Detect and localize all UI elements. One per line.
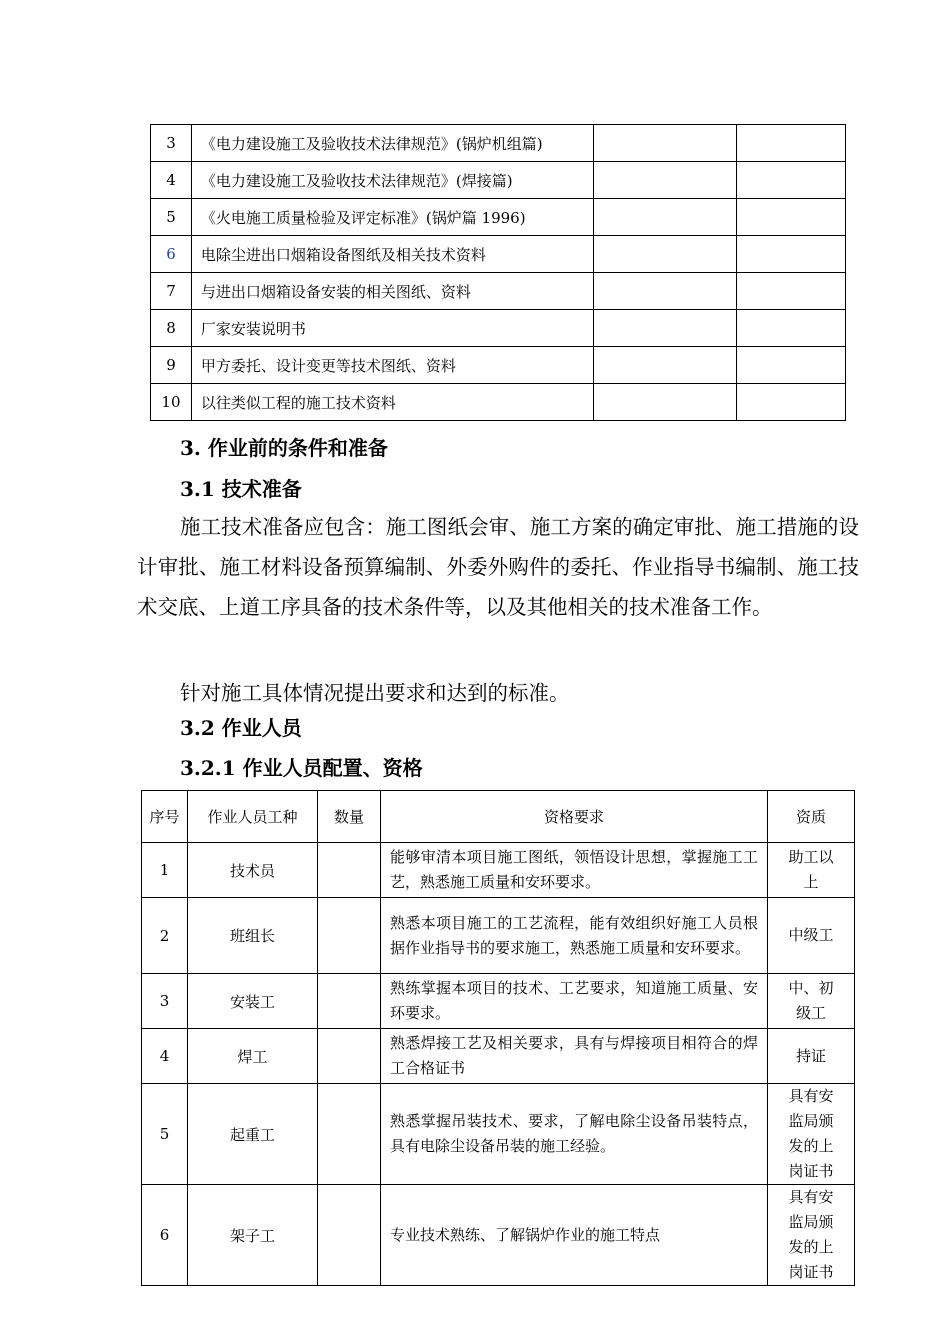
staff-qualification: 具有安监局颁发的上岗证书 [768, 1084, 855, 1185]
table-header-row [142, 791, 855, 843]
header-requirements: 资格要求 [381, 791, 768, 843]
staff-requirement: 熟悉本项目施工的工艺流程，能有效组织好施工人员根据作业指导书的要求施工，熟悉施工质量和安环要求。 [381, 898, 768, 974]
table-row [151, 384, 846, 421]
table-row [151, 162, 846, 199]
ref-number: 10 [151, 384, 192, 421]
staff-type: 安装工 [188, 974, 318, 1029]
table-row [151, 310, 846, 347]
ref-number: 6 [151, 236, 192, 273]
empty-cell [593, 199, 737, 236]
header-worker-type: 作业人员工种 [188, 791, 318, 843]
staff-type: 班组长 [188, 898, 318, 974]
ref-number: 5 [151, 199, 192, 236]
table-row [142, 1084, 855, 1185]
section-heading-3-2: 3.2 作业人员 [180, 716, 302, 740]
staff-type: 起重工 [188, 1084, 318, 1185]
staff-qualification: 具有安监局颁发的上岗证书 [768, 1185, 855, 1286]
table-row [142, 898, 855, 974]
ref-name: 以往类似工程的施工技术资料 [191, 384, 593, 421]
empty-cell [593, 310, 737, 347]
empty-cell [593, 347, 737, 384]
staff-qualification: 中级工 [768, 898, 855, 974]
table-row [151, 347, 846, 384]
empty-cell [737, 162, 846, 199]
staff-no: 3 [142, 974, 188, 1029]
empty-cell [737, 384, 846, 421]
staff-no: 4 [142, 1029, 188, 1084]
ref-name: 电除尘进出口烟箱设备图纸及相关技术资料 [191, 236, 593, 273]
ref-number: 8 [151, 310, 192, 347]
empty-cell [737, 347, 846, 384]
header-no: 序号 [142, 791, 188, 843]
ref-number: 4 [151, 162, 192, 199]
staff-requirement: 熟悉焊接工艺及相关要求，具有与焊接项目相符合的焊工合格证书 [381, 1029, 768, 1084]
ref-number: 7 [151, 273, 192, 310]
empty-cell [737, 310, 846, 347]
staff-requirement: 能够审清本项目施工图纸，领悟设计思想，掌握施工工艺，熟悉施工质量和安环要求。 [381, 843, 768, 898]
empty-cell [737, 125, 846, 162]
staff-type: 技术员 [188, 843, 318, 898]
staff-qty [318, 1185, 381, 1286]
section-heading-3-1: 3.1 技术准备 [180, 477, 302, 501]
staff-qty [318, 1029, 381, 1084]
tech-preparation-paragraph: 施工技术准备应包含：施工图纸会审、施工方案的确定审批、施工措施的设计审批、施工材料设备预算编制、外委外购件的委托、作业指导书编制、施工技术交底、上道工序具备的技术条件等，以及其他相关的技术准备工作。 [137, 515, 859, 619]
standards-line: 针对施工具体情况提出要求和达到的标准。 [180, 681, 570, 705]
ref-name: 厂家安装说明书 [191, 310, 593, 347]
empty-cell [593, 162, 737, 199]
ref-number: 9 [151, 347, 192, 384]
staff-requirement: 专业技术熟练、了解锅炉作业的施工特点 [381, 1185, 768, 1286]
table-row [142, 843, 855, 898]
section-heading-3: 3. 作业前的条件和准备 [180, 436, 388, 460]
table-row [142, 1029, 855, 1084]
staff-requirement: 熟悉掌握吊装技术、要求，了解电除尘设备吊装特点，具有电除尘设备吊装的施工经验。 [381, 1084, 768, 1185]
staff-qualification: 助工以上 [768, 843, 855, 898]
empty-cell [737, 236, 846, 273]
ref-number: 3 [151, 125, 192, 162]
staff-qty [318, 974, 381, 1029]
staff-type: 架子工 [188, 1185, 318, 1286]
ref-name: 《电力建设施工及验收技术法律规范》(锅炉机组篇) [191, 125, 593, 162]
staff-qty [318, 843, 381, 898]
table-row [151, 273, 846, 310]
staff-qualification-table [141, 790, 855, 1286]
staff-qty [318, 898, 381, 974]
section-heading-3-2-1: 3.2.1 作业人员配置、资格 [180, 756, 423, 780]
staff-qualification: 持证 [768, 1029, 855, 1084]
staff-no: 6 [142, 1185, 188, 1286]
empty-cell [593, 273, 737, 310]
ref-name: 《电力建设施工及验收技术法律规范》(焊接篇) [191, 162, 593, 199]
empty-cell [593, 125, 737, 162]
empty-cell [593, 384, 737, 421]
table-row [151, 236, 846, 273]
staff-requirement: 熟练掌握本项目的技术、工艺要求，知道施工质量、安环要求。 [381, 974, 768, 1029]
empty-cell [737, 199, 846, 236]
ref-name: 《火电施工质量检验及评定标准》(锅炉篇 1996) [191, 199, 593, 236]
header-qualification: 资质 [768, 791, 855, 843]
header-quantity: 数量 [318, 791, 381, 843]
staff-no: 2 [142, 898, 188, 974]
table-row [142, 1185, 855, 1286]
table-row [142, 974, 855, 1029]
staff-type: 焊工 [188, 1029, 318, 1084]
staff-qty [318, 1084, 381, 1185]
reference-documents-table [150, 124, 846, 421]
empty-cell [737, 273, 846, 310]
ref-name: 与进出口烟箱设备安装的相关图纸、资料 [191, 273, 593, 310]
table-row [151, 199, 846, 236]
staff-no: 1 [142, 843, 188, 898]
table-row [151, 125, 846, 162]
staff-no: 5 [142, 1084, 188, 1185]
empty-cell [593, 236, 737, 273]
ref-name: 甲方委托、设计变更等技术图纸、资料 [191, 347, 593, 384]
staff-qualification: 中、初级工 [768, 974, 855, 1029]
